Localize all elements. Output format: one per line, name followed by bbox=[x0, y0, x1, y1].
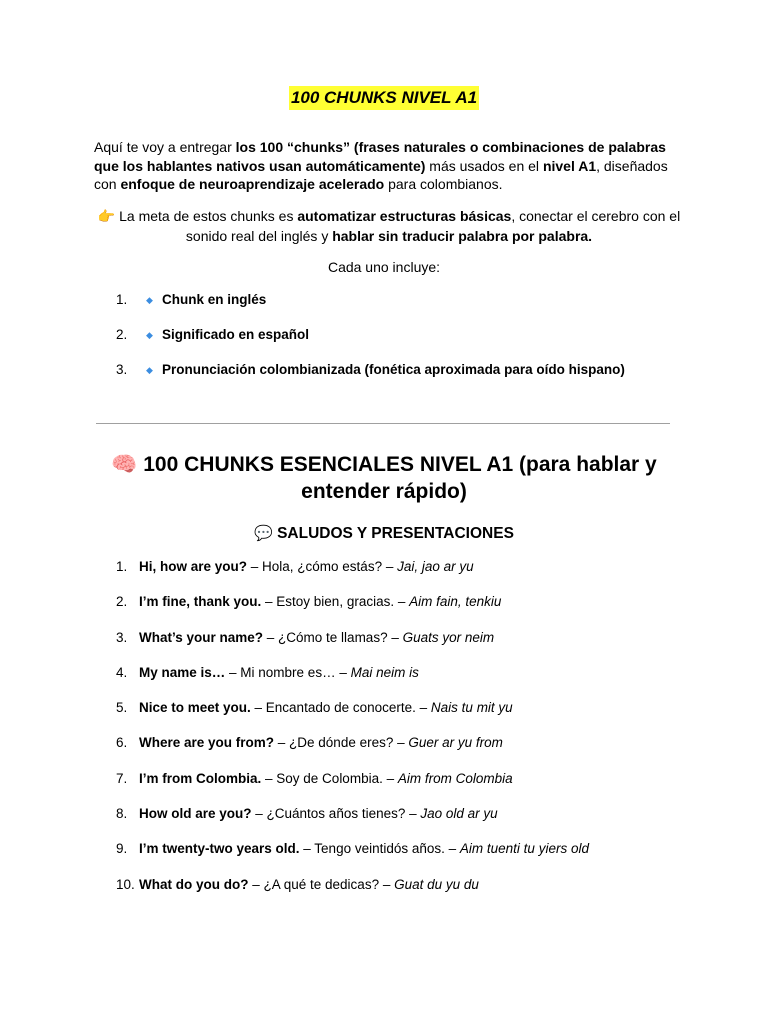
list-item bbox=[116, 663, 736, 698]
chunks-list bbox=[116, 557, 736, 910]
list-item bbox=[116, 290, 716, 325]
section-heading-text: 100 CHUNKS ESENCIALES NIVEL A1 (para hablar y entender rápido) bbox=[143, 453, 657, 503]
list-number: 1. bbox=[116, 559, 128, 574]
pointing-hand-icon: 👉 bbox=[97, 209, 116, 225]
list-item bbox=[116, 875, 736, 910]
intro-bold-2: nivel A1 bbox=[542, 157, 597, 174]
chunk-english: Nice to meet you. bbox=[139, 700, 251, 716]
list-item bbox=[116, 804, 736, 839]
chunk-english: What do you do? bbox=[139, 876, 249, 892]
feature-text: Significado en español bbox=[162, 327, 310, 342]
intro-text-3: , diseñados con bbox=[94, 157, 668, 192]
list-item bbox=[116, 839, 736, 874]
chunk-spanish: – Encantado de conocerte. – bbox=[250, 700, 431, 716]
chunk-pronunciation: Guat du yu du bbox=[394, 876, 479, 892]
subsection-heading-text: SALUDOS Y PRESENTACIONES bbox=[277, 525, 514, 542]
chunk-english: I’m from Colombia. bbox=[139, 770, 262, 786]
chunk-pronunciation: Aim from Colombia bbox=[397, 770, 513, 786]
list-item bbox=[116, 592, 736, 627]
list-number: 4. bbox=[116, 664, 128, 680]
list-number: 3. bbox=[116, 629, 128, 645]
chunk-spanish: – ¿Cómo te llamas? – bbox=[263, 629, 403, 645]
chunk-english: My name is… bbox=[139, 664, 226, 680]
intro-bold-1: los 100 “chunks” (frases naturales o combinaciones de palabras que los hablantes nativos usan automáticamente) bbox=[94, 139, 666, 174]
horizontal-divider bbox=[96, 423, 670, 424]
chunk-spanish: – Soy de Colombia. – bbox=[261, 770, 398, 786]
intro-text-1: Aquí te voy a entregar bbox=[94, 139, 236, 155]
chunk-spanish: – ¿Cuántos años tienes? – bbox=[251, 806, 421, 822]
chunk-pronunciation: Aim fain, tenkiu bbox=[409, 594, 502, 610]
features-list bbox=[116, 290, 716, 395]
list-item bbox=[116, 557, 736, 592]
chunk-spanish: – Hola, ¿cómo estás? – bbox=[247, 559, 398, 574]
chunk-pronunciation: Jao old ar yu bbox=[420, 806, 498, 822]
chunk-pronunciation: Aim tuenti tu yiers old bbox=[459, 841, 589, 857]
list-item bbox=[116, 769, 736, 804]
speech-bubble-icon: 💬 bbox=[254, 524, 273, 542]
list-number: 3. bbox=[116, 362, 128, 377]
list-number: 10. bbox=[116, 876, 135, 892]
list-number: 1. bbox=[116, 292, 128, 307]
chunk-spanish: – ¿A qué te dedicas? – bbox=[248, 876, 395, 892]
subsection-heading bbox=[0, 522, 768, 545]
chunk-english: Hi, how are you? bbox=[139, 559, 248, 574]
list-number: 7. bbox=[116, 770, 128, 786]
chunk-english: How old are you? bbox=[139, 806, 252, 822]
includes-label: Cada uno incluye: bbox=[327, 259, 441, 275]
goal-text-2: , conectar el cerebro con el sonido real del inglés y bbox=[185, 208, 681, 244]
list-item bbox=[116, 325, 716, 360]
list-item bbox=[116, 360, 716, 395]
list-number: 2. bbox=[116, 594, 128, 610]
goal-bold-1: automatizar estructuras básicas bbox=[297, 208, 512, 224]
blue-diamond-icon: ◆ bbox=[146, 365, 153, 375]
feature-text: Pronunciación colombianizada (fonética aproximada para oído hispano) bbox=[162, 362, 625, 377]
intro-text-4: para colombianos. bbox=[384, 176, 503, 192]
goal-bold-2: hablar sin traducir palabra por palabra. bbox=[332, 228, 593, 244]
chunk-spanish: – Mi nombre es… – bbox=[225, 664, 351, 680]
brain-icon: 🧠 bbox=[111, 452, 138, 476]
chunk-pronunciation: Nais tu mit yu bbox=[430, 700, 513, 716]
list-number: 6. bbox=[116, 735, 128, 751]
feature-text: Chunk en inglés bbox=[162, 292, 267, 307]
intro-paragraph bbox=[94, 138, 684, 194]
chunk-pronunciation: Jai, jao ar yu bbox=[397, 559, 474, 574]
page-title: 100 CHUNKS NIVEL A1 bbox=[289, 86, 479, 110]
chunk-spanish: – Tengo veintidós años. – bbox=[299, 841, 460, 857]
list-item bbox=[116, 698, 736, 733]
blue-diamond-icon: ◆ bbox=[146, 330, 153, 340]
intro-text-2: más usados en el bbox=[425, 157, 543, 174]
chunk-spanish: – Estoy bien, gracias. – bbox=[261, 594, 410, 610]
list-number: 8. bbox=[116, 806, 128, 822]
chunk-english: I’m fine, thank you. bbox=[139, 594, 262, 610]
title-container bbox=[0, 86, 768, 110]
list-number: 9. bbox=[116, 841, 128, 857]
goal-paragraph bbox=[94, 207, 684, 246]
intro-bold-3: enfoque de neuroaprendizaje acelerado bbox=[120, 176, 385, 192]
list-number: 5. bbox=[116, 700, 128, 716]
list-number: 2. bbox=[116, 327, 128, 342]
chunk-spanish: – ¿De dónde eres? – bbox=[274, 735, 409, 751]
chunk-pronunciation: Mai neim is bbox=[350, 664, 419, 680]
blue-diamond-icon: ◆ bbox=[146, 295, 153, 305]
chunk-pronunciation: Guats yor neim bbox=[402, 629, 495, 645]
list-item bbox=[116, 628, 736, 663]
chunk-english: I’m twenty-two years old. bbox=[139, 841, 300, 857]
chunk-english: Where are you from? bbox=[139, 735, 275, 751]
chunk-pronunciation: Guer ar yu from bbox=[408, 735, 503, 751]
section-heading bbox=[84, 451, 684, 505]
list-item bbox=[116, 733, 736, 768]
goal-text-1: La meta de estos chunks es bbox=[115, 208, 298, 224]
chunk-english: What’s your name? bbox=[139, 629, 264, 645]
